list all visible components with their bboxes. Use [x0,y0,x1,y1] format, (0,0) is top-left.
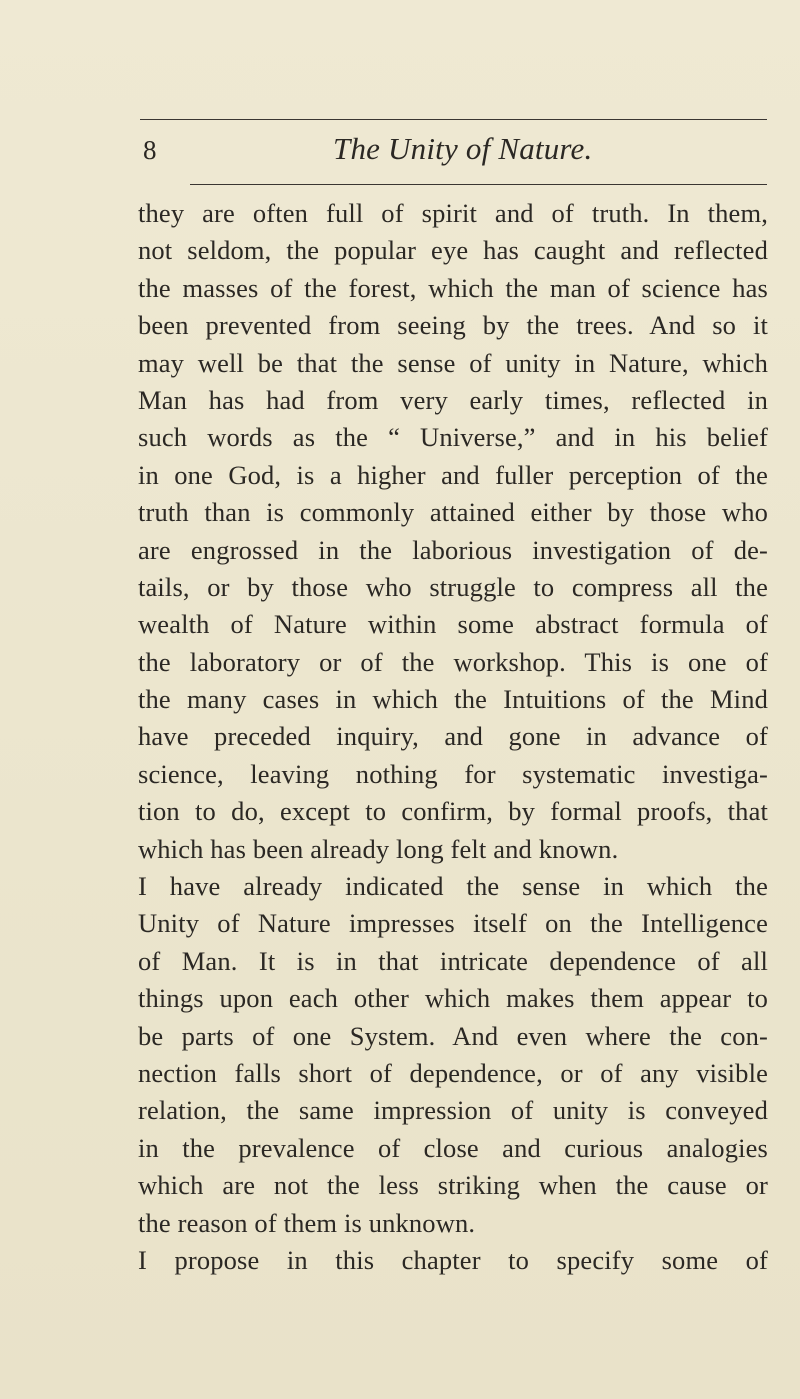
running-title: The Unity of Nature. [333,131,593,166]
text-line: truth than is commonly attained either by those who [138,497,768,528]
text-line: tails, or by those who struggle to compress all the [138,571,768,602]
header-top-rule [140,119,767,120]
text-line: wealth of Nature within some abstract formula of [138,609,768,640]
text-line: things upon each other which makes them appear to [138,983,768,1014]
text-line: not seldom, the popular eye has caught and reflected [138,235,768,266]
text-line: Unity of Nature impresses itself on the Intelligence [138,908,768,939]
text-line: tion to do, except to confirm, by formal proofs, that [138,796,768,827]
text-line: such words as the “ Universe,” and in his belief [138,422,768,453]
text-line: of Man. It is in that intricate dependence of all [138,945,768,976]
text-line: they are often full of spirit and of truth. In them, [138,198,768,228]
body-text [138,195,768,1279]
text-line: are engrossed in the laborious investigation of de- [138,534,768,565]
text-line: science, leaving nothing for systematic investiga- [138,758,768,789]
text-line: the laboratory or of the workshop. This is one of [138,646,768,677]
running-header [0,132,800,172]
text-line: have preceded inquiry, and gone in advance of [138,721,768,752]
text-line: I propose in this chapter to specify some of [138,1244,768,1275]
text-line: the masses of the forest, which the man of science has [138,272,768,303]
text-line: in one God, is a higher and fuller perception of the [138,459,768,490]
text-line: the reason of them is unknown. [138,1207,476,1238]
text-line: I have already indicated the sense in which the [138,871,768,902]
text-line: which are not the less striking when the cause or [138,1170,768,1201]
page-number: 8 [143,135,157,165]
text-line: may well be that the sense of unity in Nature, which [138,347,768,378]
text-line: Man has had from very early times, reflected in [138,384,768,415]
text-line: which has been already long felt and known. [138,833,619,864]
text-line: been prevented from seeing by the trees. And so it [138,310,768,341]
text-line: in the prevalence of close and curious analogies [138,1132,768,1163]
text-line: relation, the same impression of unity is conveyed [138,1095,768,1126]
header-bottom-rule [190,184,767,185]
text-line: be parts of one System. And even where the con- [138,1020,768,1051]
text-line: nection falls short of dependence, or of any visible [138,1057,768,1088]
text-line: the many cases in which the Intuitions of the Mind [138,684,768,715]
